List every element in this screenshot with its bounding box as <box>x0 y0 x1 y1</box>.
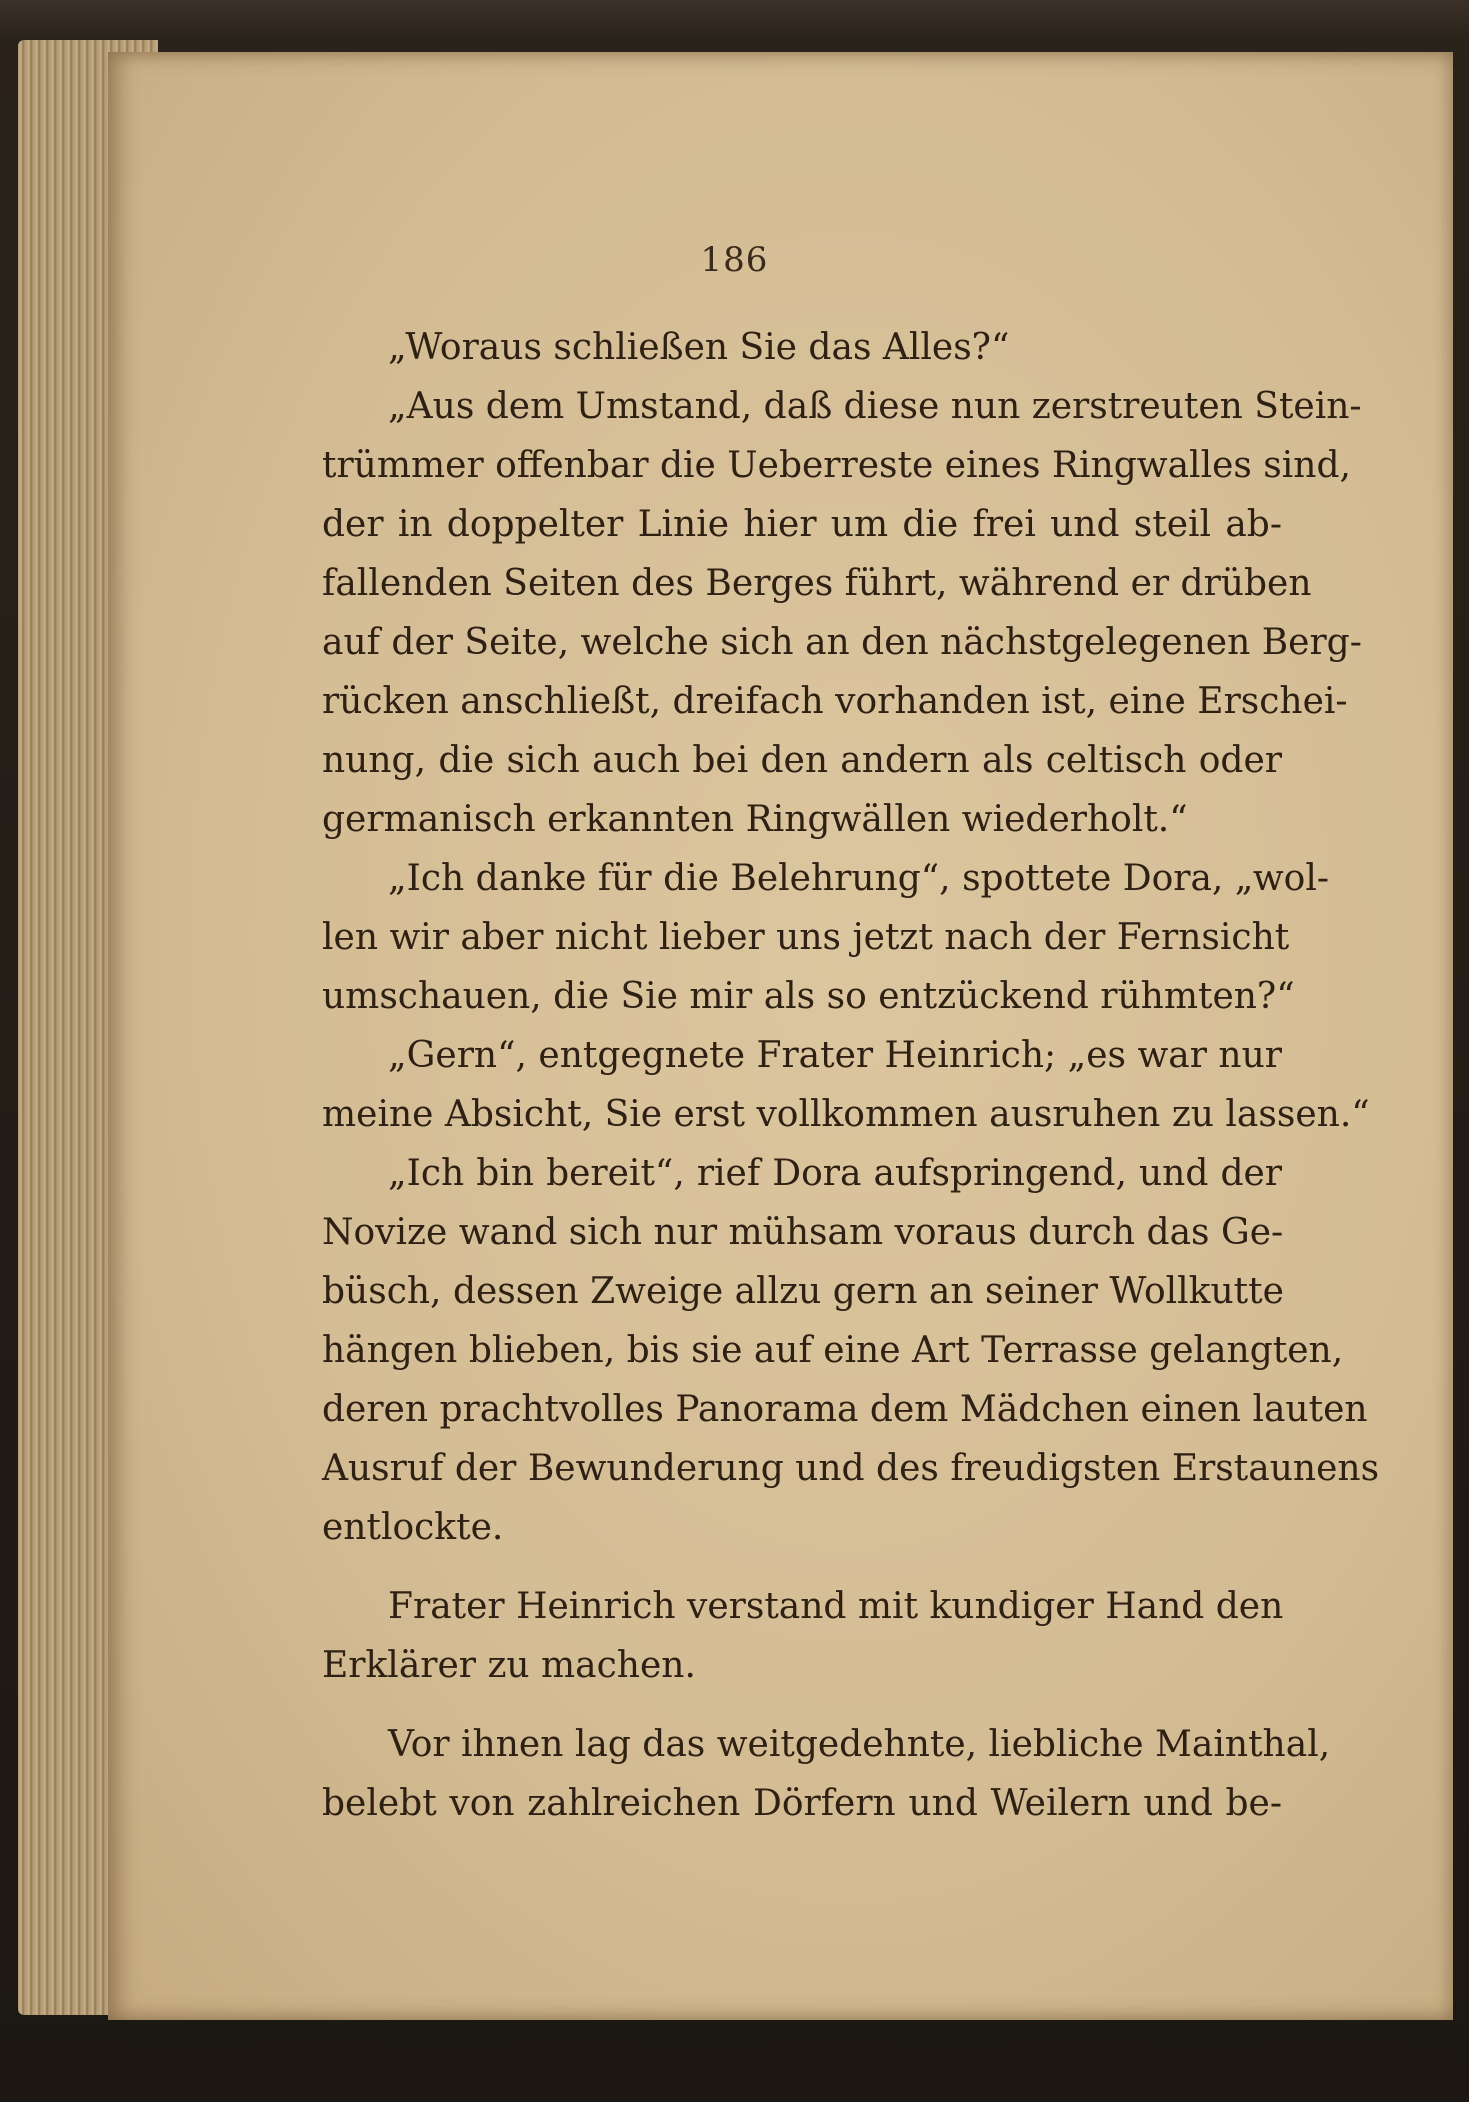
text-line: Frater Heinrich verstand mit kundiger Hand den <box>388 1586 1284 1627</box>
text-line: belebt von zahlreichen Dörfern und Weilern und be- <box>322 1783 1282 1824</box>
text-line: len wir aber nicht lieber uns jetzt nach der Fernsicht <box>322 917 1290 958</box>
text-line: Novize wand sich nur mühsam voraus durch das Ge- <box>322 1212 1284 1253</box>
book-top-edge <box>0 0 1469 40</box>
text-line: „Ich danke für die Belehrung“, spottete Dora, „wol- <box>388 858 1329 899</box>
text-line: trümmer offenbar die Ueberreste eines Ringwalles sind, <box>322 445 1351 486</box>
text-line: Erklärer zu machen. <box>322 1645 696 1686</box>
text-block <box>322 318 1380 1833</box>
text-line: „Woraus schließen Sie das Alles?“ <box>388 327 1010 368</box>
text-line: deren prachtvolles Panorama dem Mädchen einen lauten <box>322 1389 1368 1430</box>
page-number: 186 <box>700 240 769 280</box>
text-line: „Ich bin bereit“, rief Dora aufspringend, und der <box>388 1153 1282 1194</box>
text-line: nung, die sich auch bei den andern als celtisch oder <box>322 740 1282 781</box>
text-line: rücken anschließt, dreifach vorhanden ist, eine Erschei- <box>322 681 1348 722</box>
text-line: „Aus dem Umstand, daß diese nun zerstreuten Stein- <box>388 386 1362 427</box>
text-line: germanisch erkannten Ringwällen wiederholt.“ <box>322 799 1188 840</box>
text-line: Ausruf der Bewunderung und des freudigsten Erstaunens <box>322 1448 1380 1489</box>
text-line: der in doppelter Linie hier um die frei und steil ab- <box>322 504 1282 545</box>
text-line: fallenden Seiten des Berges führt, während er drüben <box>322 563 1312 604</box>
text-line: umschauen, die Sie mir als so entzückend rühmten?“ <box>322 976 1295 1017</box>
text-line: auf der Seite, welche sich an den nächstgelegenen Berg- <box>322 622 1362 663</box>
text-line: meine Absicht, Sie erst vollkommen ausruhen zu lassen.“ <box>322 1094 1370 1135</box>
text-line: entlockte. <box>322 1507 504 1548</box>
text-line: hängen blieben, bis sie auf eine Art Terrasse gelangten, <box>322 1330 1344 1371</box>
text-line: büsch, dessen Zweige allzu gern an seiner Wollkutte <box>322 1271 1284 1312</box>
text-line: Vor ihnen lag das weitgedehnte, liebliche Mainthal, <box>388 1724 1331 1765</box>
text-line: „Gern“, entgegnete Frater Heinrich; „es war nur <box>388 1035 1282 1076</box>
